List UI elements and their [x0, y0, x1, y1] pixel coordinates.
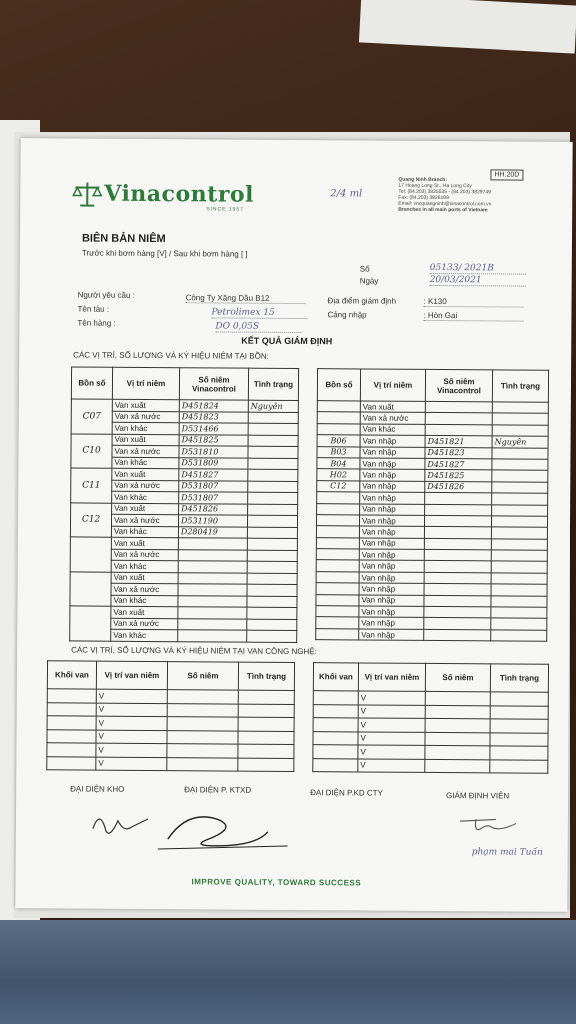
seal-number	[425, 732, 490, 746]
tank-number	[70, 606, 111, 641]
tank-number: H02	[317, 469, 360, 481]
seal-status: Nguyên	[492, 436, 548, 448]
seal-position: Van xuất	[111, 572, 178, 584]
seal-status	[491, 584, 547, 596]
tank-number	[70, 571, 111, 606]
seal-position: Van nhập	[359, 606, 424, 618]
cang-nhap-value: : Hòn Gai	[423, 311, 523, 322]
seal-position: Van xả nước	[112, 480, 179, 492]
col-khoi-van: Khối van	[313, 663, 358, 691]
seal-status	[491, 561, 547, 573]
valve-position: V	[358, 731, 425, 745]
pump-status: Trước khi bơm hàng [V] / Sau khi bơm hàng [ ]	[81, 248, 248, 259]
tank-number: C12	[70, 502, 111, 537]
seal-number: D280419	[178, 526, 247, 538]
seal-number	[424, 561, 491, 573]
seal-number	[425, 401, 492, 413]
seal-number: D531190	[178, 515, 247, 527]
seal-position: Van xuất	[112, 399, 179, 411]
col-tinh-trang: Tình trạng	[490, 664, 548, 692]
footer-slogan: IMPROVE QUALITY, TOWARD SUCCESS	[191, 877, 362, 888]
seal-position: Van khác	[112, 422, 179, 434]
seal-status	[248, 492, 298, 504]
seal-status	[490, 705, 548, 719]
col-so-niem: Số niêm Vinacontrol	[179, 368, 248, 400]
seal-number	[424, 572, 491, 584]
inspector-signature	[456, 813, 526, 837]
table-row	[71, 399, 298, 412]
tank-number	[317, 401, 360, 413]
seal-position: Van khác	[111, 560, 178, 572]
seal-number	[178, 561, 247, 573]
tank-number: B04	[317, 458, 360, 470]
seal-number	[424, 538, 491, 550]
seal-position: Van khác	[111, 526, 178, 538]
table-row	[47, 756, 294, 771]
seal-position: Van nhập	[359, 595, 424, 607]
col-vi-tri-van: Vị trí van niêm	[96, 661, 167, 689]
seal-number	[178, 630, 247, 642]
seal-status	[491, 630, 547, 642]
seal-number	[424, 595, 491, 607]
ten-hang-value: DO 0,05S	[215, 321, 301, 333]
seal-position: Van nhập	[359, 629, 424, 641]
seal-position: Van nhập	[359, 583, 424, 595]
table-row	[70, 606, 297, 619]
branch-line: Email: vncquangninh@vinacontrol.com.vn	[398, 200, 492, 208]
seal-position: Van nhập	[359, 572, 424, 584]
seal-status	[490, 692, 548, 706]
col-tinh-trang: Tình trạng	[238, 662, 294, 690]
tank-number: C10	[71, 433, 112, 468]
col-so-niem: Số niêm	[167, 662, 238, 690]
seal-number	[178, 618, 247, 630]
table-row	[71, 502, 298, 515]
nguoi-yeu-cau-value: Công Ty Xăng Dầu B12	[186, 293, 306, 304]
seal-number	[425, 718, 490, 732]
seal-position: Van nhập	[359, 549, 424, 561]
seal-number	[425, 413, 492, 425]
seal-status	[247, 630, 297, 642]
seal-status	[248, 469, 298, 481]
valve-position: V	[358, 691, 425, 705]
ten-tau-value: Petrolimex 15	[211, 307, 307, 319]
seal-status	[490, 759, 548, 773]
seal-position: Van khác	[111, 629, 178, 641]
table-row	[316, 628, 547, 641]
seal-status	[491, 596, 547, 608]
seal-status	[238, 731, 294, 745]
seal-number	[425, 504, 492, 516]
valve-block	[47, 702, 96, 716]
branch-line: Tel: (84.203) 3825535 - (84.203) 3829749	[398, 188, 491, 196]
cang-nhap-label: Cảng nhập	[327, 310, 367, 320]
seal-status	[247, 584, 297, 596]
seal-status	[247, 538, 297, 550]
seal-number	[425, 759, 490, 773]
seal-number: D451827	[425, 458, 492, 470]
tank-number	[317, 423, 360, 435]
valve-position: V	[358, 745, 425, 759]
jeans-foreground	[0, 920, 576, 1024]
seal-number: D451823	[179, 411, 248, 423]
form-code: HH.20D	[490, 169, 523, 180]
seal-status	[238, 758, 294, 772]
seal-number: D451824	[179, 400, 248, 412]
valve-block	[47, 729, 96, 743]
valve-block	[313, 731, 358, 745]
signer-name: phạm mai Tuấn	[471, 847, 543, 858]
seal-number	[425, 493, 492, 505]
seal-status	[238, 744, 294, 758]
seal-status	[248, 481, 298, 493]
seal-number	[424, 618, 491, 630]
seal-position: Van khác	[111, 595, 178, 607]
seal-position: Van xả nước	[112, 411, 179, 423]
seal-status	[248, 423, 298, 435]
seal-number	[167, 717, 238, 731]
seal-status	[238, 704, 294, 718]
seal-position: Van nhập	[360, 435, 425, 447]
seal-number	[424, 515, 491, 527]
ten-hang-label: Tên hàng :	[77, 318, 116, 328]
logo-since: SINCE 1957	[206, 206, 245, 213]
valve-position: V	[358, 758, 425, 772]
tank-number	[316, 583, 359, 595]
seal-status	[492, 470, 548, 482]
tank-number	[316, 560, 359, 572]
section-valves-title: CÁC VỊ TRÍ, SỐ LƯỢNG VÀ KÝ HIỆU NIÊM TẠI VAN CÔNG NGHỆ:	[71, 645, 317, 657]
tank-number: C11	[71, 468, 112, 503]
sig-kd-cty: ĐẠI DIỆN P.KD CTY	[310, 788, 383, 798]
table-row	[70, 571, 297, 584]
ngay-label: Ngày	[359, 276, 379, 286]
valve-position: V	[358, 718, 425, 732]
valve-position: V	[96, 743, 167, 757]
nguoi-yeu-cau-label: Người yêu cầu :	[77, 290, 135, 300]
seal-position: Van nhập	[360, 447, 425, 459]
seal-position: Van nhập	[360, 481, 425, 493]
seal-status	[248, 458, 298, 470]
tank-seal-table-right	[315, 368, 549, 642]
seal-status	[492, 402, 548, 414]
seal-number: D531807	[179, 492, 248, 504]
table-row	[71, 468, 298, 481]
seal-number	[167, 744, 238, 758]
valve-position: V	[96, 703, 167, 717]
seal-number	[425, 424, 492, 436]
sig-ktxd: ĐẠI DIỆN P. KTXD	[184, 785, 252, 795]
col-vi-tri-van: Vị trí van niêm	[358, 663, 425, 691]
seal-number	[424, 527, 491, 539]
seal-position: Van xuất	[112, 468, 179, 480]
seal-status	[248, 446, 298, 458]
branch-line: Quang Ninh Branch:	[398, 176, 448, 184]
seal-number	[167, 757, 238, 771]
seal-number: D451821	[425, 436, 492, 448]
col-vi-tri: Vị trí niêm	[360, 369, 425, 401]
tank-number	[316, 549, 359, 561]
seal-number: D451827	[179, 469, 248, 481]
seal-position: Van xuất	[360, 401, 425, 413]
branch-line: Fax: (84.203) 3826109	[398, 194, 449, 202]
seal-status	[491, 618, 547, 630]
seal-number	[424, 606, 491, 618]
so-label: Số	[359, 264, 370, 274]
seal-position: Van khác	[112, 457, 179, 469]
seal-number	[167, 703, 238, 717]
seal-number: D451825	[425, 470, 492, 482]
valve-position: V	[96, 757, 167, 771]
valve-seal-table-left	[46, 660, 295, 772]
seal-number	[424, 629, 491, 641]
seal-number: D531807	[179, 480, 248, 492]
col-bon-so: Bồn số	[71, 367, 112, 399]
seal-position: Van nhập	[360, 492, 425, 504]
ten-tau-label: Tên tàu :	[77, 304, 110, 314]
seal-number: D451825	[179, 434, 248, 446]
seal-status	[248, 504, 298, 516]
valve-seal-table-right	[312, 662, 549, 774]
seal-status	[491, 539, 547, 551]
seal-position: Van nhập	[360, 458, 425, 470]
sig-giam-dinh: GIÁM ĐỊNH VIÊN	[446, 791, 510, 801]
seal-position: Van nhập	[360, 503, 425, 515]
seal-status	[238, 690, 294, 704]
seal-number	[425, 705, 490, 719]
seal-number: D451823	[425, 447, 492, 459]
col-so-niem: Số niêm	[425, 663, 490, 691]
seal-number	[424, 584, 491, 596]
seal-number: D451826	[179, 503, 248, 515]
col-so-niem: Số niêm Vinacontrol	[425, 369, 492, 401]
table-row	[71, 433, 298, 446]
col-khoi-van: Khối van	[47, 661, 96, 689]
seal-status	[248, 412, 298, 424]
tank-number: C07	[71, 399, 112, 434]
valve-block	[313, 718, 358, 732]
seal-status	[492, 447, 548, 459]
tank-number	[316, 617, 359, 629]
seal-number	[178, 572, 247, 584]
seal-position: Van xuất	[112, 503, 179, 515]
document-title: BIÊN BẢN NIÊM	[81, 232, 166, 246]
seal-number: D531810	[179, 446, 248, 458]
valve-block	[47, 689, 96, 703]
logo-text: Vinacontrol	[104, 180, 255, 208]
seal-status	[491, 607, 547, 619]
valve-block	[313, 745, 358, 759]
valve-position: V	[96, 730, 167, 744]
seal-position: Van khác	[112, 491, 179, 503]
tank-number	[70, 537, 111, 572]
tank-number	[316, 537, 359, 549]
table-row	[70, 537, 297, 550]
seal-position: Van xuất	[111, 537, 178, 549]
seal-status	[492, 482, 548, 494]
seal-status	[247, 573, 297, 585]
valve-block	[313, 704, 358, 718]
ngay-value: 20/03/2021	[430, 275, 526, 287]
col-tinh-trang: Tình trạng	[248, 368, 298, 400]
seal-status	[492, 459, 548, 471]
seal-status	[490, 732, 548, 746]
tank-number	[316, 515, 359, 527]
hand-note: 2/4 ml	[330, 188, 363, 200]
seal-status	[491, 527, 547, 539]
tank-number	[317, 492, 360, 504]
valve-block	[313, 758, 358, 772]
section-tanks-title: CÁC VỊ TRÍ, SỐ LƯỢNG VÀ KÝ HIỆU NIÊM TẠI BỒN:	[73, 350, 269, 361]
seal-position: Van nhập	[360, 469, 425, 481]
seal-status: Nguyên	[248, 400, 298, 412]
tank-number	[317, 412, 360, 424]
seal-status	[247, 515, 297, 527]
seal-position: Van xả nước	[111, 514, 178, 526]
seal-number: D451826	[425, 481, 492, 493]
tank-number	[316, 628, 359, 640]
sig-kho: ĐẠI DIỆN KHO	[70, 784, 125, 794]
tank-seal-table-left	[69, 366, 299, 642]
seal-position: Van nhập	[359, 538, 424, 550]
seal-status	[247, 527, 297, 539]
seal-position: Van xả nước	[360, 412, 425, 424]
seal-status	[247, 550, 297, 562]
seal-number	[424, 549, 491, 561]
tank-number	[316, 572, 359, 584]
seal-number	[425, 691, 490, 705]
tank-number: C12	[317, 480, 360, 492]
seal-position: Van nhập	[359, 560, 424, 572]
seal-status	[490, 719, 548, 733]
seal-position: Van khác	[360, 424, 425, 436]
valve-block	[47, 743, 96, 757]
seal-status	[492, 504, 548, 516]
table-row	[313, 758, 548, 773]
tank-number	[316, 526, 359, 538]
seal-status	[247, 607, 297, 619]
seal-position: Van nhập	[359, 515, 424, 527]
valve-block	[47, 716, 96, 730]
scale-icon	[72, 180, 102, 208]
seal-number: D531809	[179, 457, 248, 469]
valve-block	[313, 691, 358, 705]
col-bon-so: Bồn số	[317, 369, 360, 401]
seal-status	[491, 573, 547, 585]
seal-position: Van nhập	[359, 617, 424, 629]
dia-diem-label: Địa điểm giám định	[327, 296, 397, 306]
seal-number	[178, 538, 247, 550]
seal-number	[167, 690, 238, 704]
so-value: 05133/ 2021B	[430, 263, 526, 275]
seal-status	[490, 746, 548, 760]
tank-number: B03	[317, 446, 360, 458]
tank-number	[317, 503, 360, 515]
dia-diem-value: : K130	[424, 297, 524, 308]
seal-status	[247, 619, 297, 631]
seal-number	[425, 745, 490, 759]
seal-position: Van xuất	[111, 606, 178, 618]
seal-position: Van xả nước	[111, 583, 178, 595]
seal-status	[492, 413, 548, 425]
tank-number	[316, 606, 359, 618]
seal-status	[491, 516, 547, 528]
signature-scribbles	[88, 799, 288, 860]
col-tinh-trang: Tình trạng	[492, 370, 548, 402]
valve-block	[47, 756, 96, 770]
valve-position: V	[358, 704, 425, 718]
seal-position: Van xuất	[112, 434, 179, 446]
seal-number	[167, 730, 238, 744]
seal-status	[492, 493, 548, 505]
seal-status	[492, 425, 548, 437]
seal-number	[178, 607, 247, 619]
branch-info	[398, 177, 491, 214]
seal-position: Van xả nước	[111, 618, 178, 630]
seal-position: Van xả nước	[112, 445, 179, 457]
seal-status	[248, 435, 298, 447]
col-vi-tri: Vị trí niêm	[112, 367, 179, 399]
seal-number	[178, 584, 247, 596]
result-title: KẾT QUẢ GIÁM ĐỊNH	[241, 335, 333, 347]
seal-number: D531466	[179, 423, 248, 435]
branch-line: 17 Hoang Long St., Ha Long City	[398, 182, 472, 190]
seal-number	[178, 595, 247, 607]
vinacontrol-logo	[72, 180, 102, 213]
seal-position: Van nhập	[359, 526, 424, 538]
seal-status	[247, 561, 297, 573]
seal-status	[238, 717, 294, 731]
tank-number	[316, 594, 359, 606]
seal-number	[178, 549, 247, 561]
valve-position: V	[96, 689, 167, 703]
tank-number: B06	[317, 435, 360, 447]
seal-status	[247, 596, 297, 608]
valve-position: V	[96, 716, 167, 730]
document-sheet	[15, 138, 572, 912]
seal-position: Van xả nước	[111, 549, 178, 561]
seal-status	[491, 550, 547, 562]
branch-line: Branches in all main ports of Vietnam	[398, 206, 488, 214]
